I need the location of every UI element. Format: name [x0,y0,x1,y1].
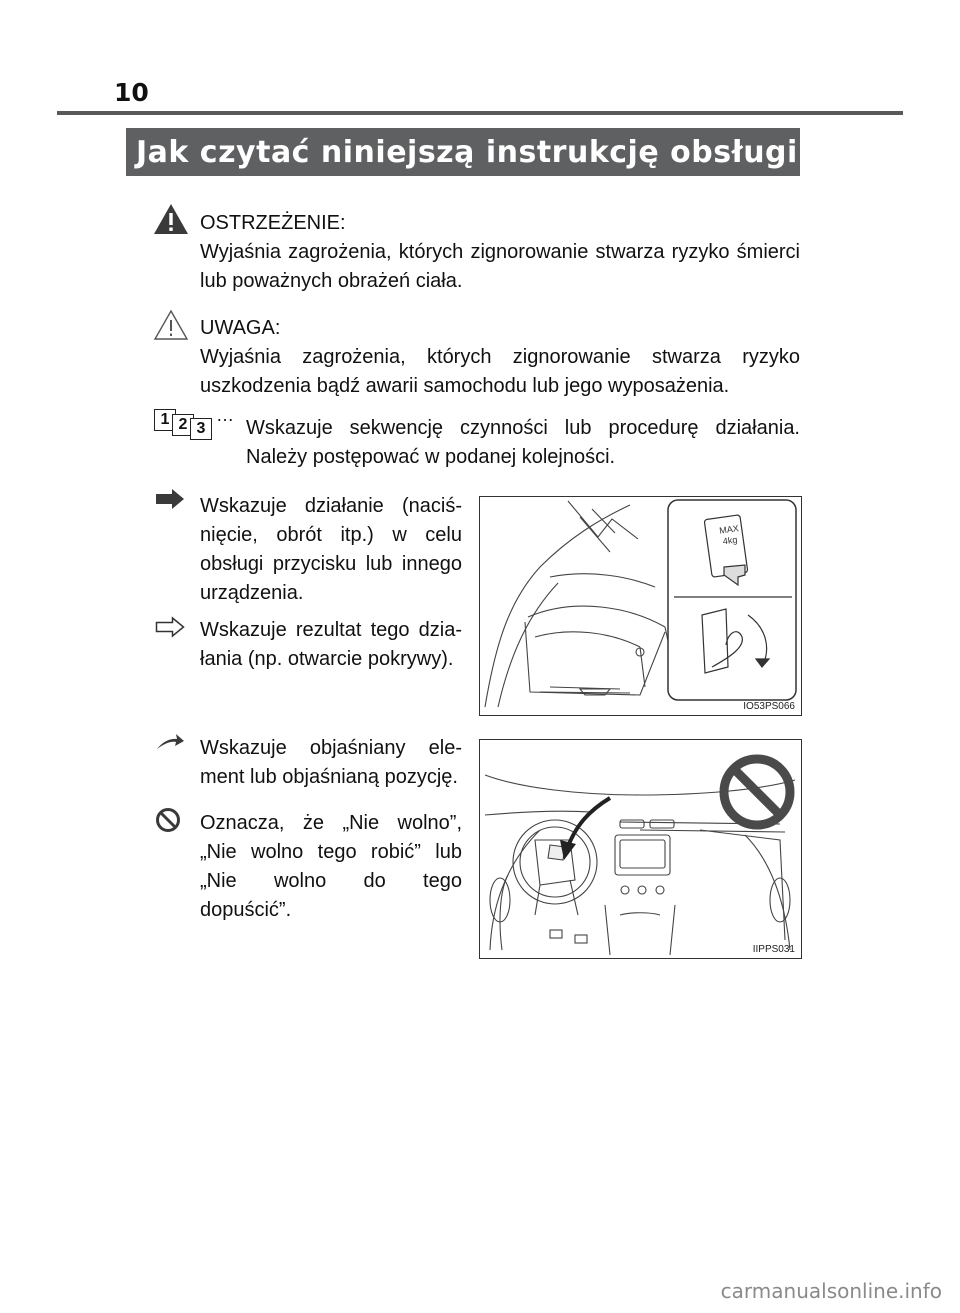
action-text: Wskazuje działanie (naciś- nięcie, obrót itp.) w celu obsługi przycisku lub innego urządzenia. [200,495,462,604]
warning-block [200,209,800,296]
section-title-bar [126,128,800,176]
action-arrow-icon [155,488,185,510]
section-title: Jak czytać niniejszą instrukcję obsługi [136,134,798,170]
notice-triangle-icon [153,309,189,341]
steps-text: Wskazuje sekwencję czynności lub procedurę działania. Należy postępować w podanej kolejności. [246,417,800,468]
figure2-code: IIPPS031 [752,944,795,955]
step-number-3: 3 [190,418,212,440]
prohibited-icon [155,807,181,833]
pointer-text: Wskazuje objaśniany ele- ment lub objaśnianą pozycję. [200,737,462,788]
result-arrow-icon [155,616,185,638]
hook-label-max: MAX [718,523,740,536]
step-number-2: 2 [172,414,194,436]
watermark: carmanualsonline.info [720,1279,942,1303]
warning-triangle-icon [153,203,189,235]
notice-label: UWAGA: [200,317,281,339]
step-numbers-icon [154,405,238,439]
warning-text: Wyjaśnia zagrożenia, których zignorowanie stwarza ryzyko śmierci lub poważnych obrażeń ciała. [200,241,800,292]
trunk-drawing [480,497,801,715]
dashboard-illustration [479,739,802,959]
dashboard-drawing [480,740,801,958]
figure1-code: IO53PS066 [743,701,795,712]
trunk-illustration [479,496,802,716]
notice-block [200,314,800,401]
pointer-arrow-icon [155,733,185,751]
result-text: Wskazuje rezultat tego dzia- łania (np. otwarcie pokrywy). [200,619,462,670]
page-number: 10 [114,78,149,107]
step-number-1: 1 [154,409,176,431]
warning-label: OSTRZEŻENIE: [200,212,346,234]
hook-label-weight: 4kg [722,534,738,547]
notice-text: Wyjaśnia zagrożenia, których zignorowanie stwarza ryzyko uszkodzenia bądź awarii samochodu lub jego wyposażenia. [200,346,800,397]
top-rule [57,111,903,115]
step-dots: … [216,405,234,425]
prohibited-text: Oznacza, że „Nie wolno”, „Nie wolno tego robić” lub „Nie wolno do tego dopuścić”. [200,812,462,921]
